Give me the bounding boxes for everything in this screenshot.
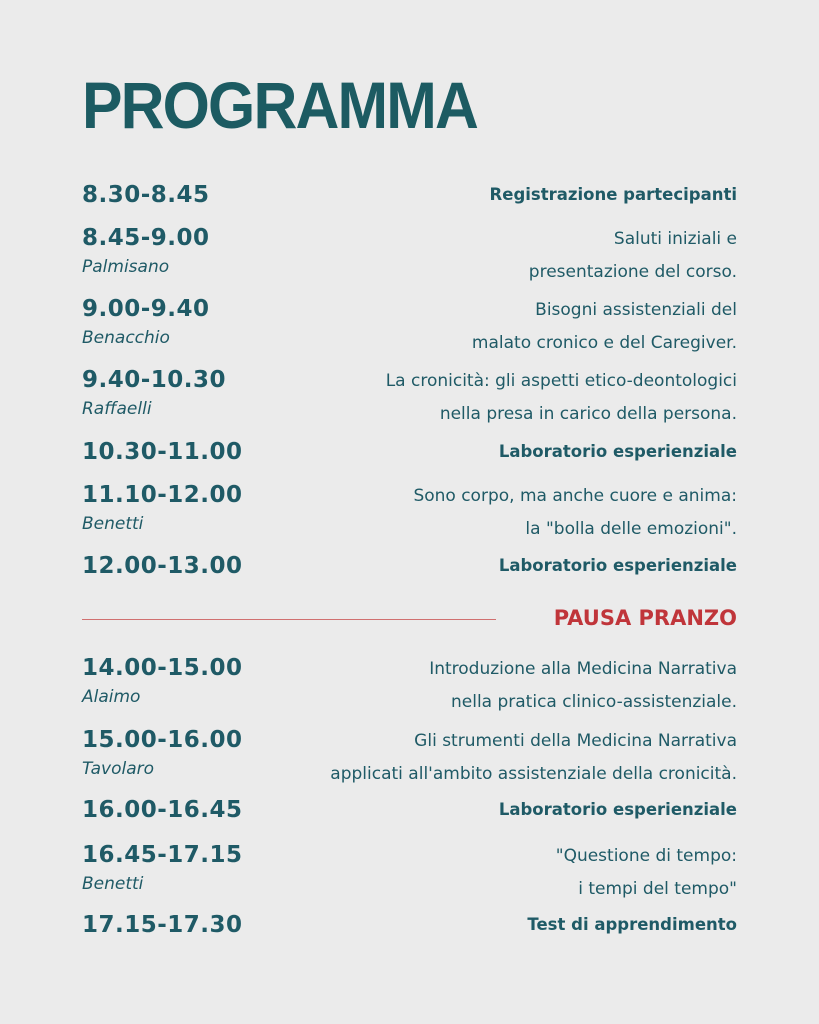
session-time: 8.45-9.00	[82, 225, 210, 251]
session-time: 15.00-16.00	[82, 727, 243, 753]
session-description-line: presentazione del corso.	[528, 262, 737, 282]
session-time: 11.10-12.00	[82, 482, 243, 508]
session-title: Test di apprendimento	[527, 915, 737, 934]
session-description	[529, 223, 737, 289]
session-description-line: nella presa in carico della persona.	[439, 404, 737, 424]
session-speaker: Tavolaro	[82, 759, 155, 779]
session-description-line: nella pratica clinico-assistenziale.	[450, 692, 737, 712]
session-title: Laboratorio esperienziale	[498, 556, 737, 575]
pause-divider	[82, 619, 496, 620]
session-description-line: "Questione di tempo:	[555, 846, 737, 866]
page-title: PROGRAMMA	[82, 68, 477, 142]
session-description	[330, 725, 737, 791]
session-title: Laboratorio esperienziale	[498, 442, 737, 461]
session-description-line: Gli strumenti della Medicina Narrativa	[414, 731, 737, 751]
session-time: 16.00-16.45	[82, 797, 243, 823]
session-description-line: Saluti iniziali e	[613, 229, 737, 249]
session-description	[556, 840, 737, 906]
session-time: 9.40-10.30	[82, 367, 227, 393]
session-speaker: Alaimo	[82, 687, 141, 707]
session-description-line: applicati all'ambito assistenziale della cronicità.	[330, 764, 737, 784]
session-speaker: Benacchio	[82, 328, 170, 348]
session-description-line: la "bolla delle emozioni".	[525, 519, 737, 539]
session-time: 10.30-11.00	[82, 439, 243, 465]
session-time: 17.15-17.30	[82, 912, 243, 938]
session-speaker: Palmisano	[82, 257, 170, 277]
session-description	[413, 480, 737, 546]
session-time: 12.00-13.00	[82, 553, 243, 579]
session-title: Laboratorio esperienziale	[498, 800, 737, 819]
session-speaker: Raffaelli	[82, 399, 152, 419]
session-time: 14.00-15.00	[82, 655, 243, 681]
session-description	[386, 365, 737, 431]
session-time: 8.30-8.45	[82, 182, 210, 208]
session-time: 9.00-9.40	[82, 296, 210, 322]
session-speaker: Benetti	[82, 514, 144, 534]
session-description	[472, 294, 737, 360]
session-speaker: Benetti	[82, 874, 144, 894]
pause-label: PAUSA PRANZO	[553, 606, 737, 630]
session-description-line: La cronicità: gli aspetti etico-deontologici	[385, 371, 737, 391]
session-time: 16.45-17.15	[82, 842, 243, 868]
session-description-line: malato cronico e del Caregiver.	[471, 333, 737, 353]
session-description	[429, 653, 737, 719]
session-description-line: i tempi del tempo"	[578, 879, 737, 899]
session-description-line: Bisogni assistenziali del	[535, 300, 737, 320]
session-description-line: Sono corpo, ma anche cuore e anima:	[413, 486, 737, 506]
session-title: Registrazione partecipanti	[489, 185, 737, 204]
session-description-line: Introduzione alla Medicina Narrativa	[429, 659, 737, 679]
